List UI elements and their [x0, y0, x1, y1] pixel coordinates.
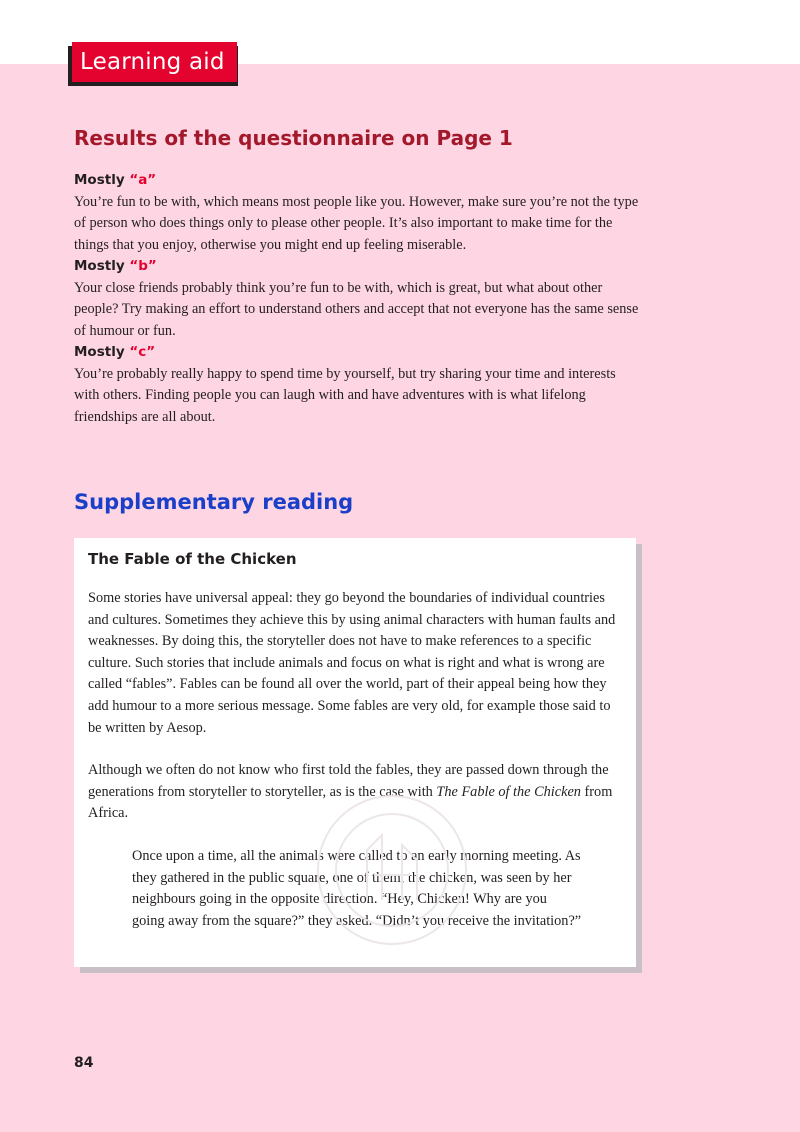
mostly-label: Mostly — [74, 258, 125, 274]
mostly-b-text: Your close friends probably think you’re fun to be with, which is great, but what about other people? Try making an effort to understand others and accept that not everyone has the same sense of humour or fun. — [74, 279, 639, 339]
paragraph-text: Although we often do not know who first told the fables, they are passed down through the generations from storyteller to storyteller, as is the case with — [88, 762, 609, 800]
mostly-c-text: You’re probably really happy to spend time by yourself, but try sharing your time and interests with others. Finding people you can laugh with and have adventures with is what lifelong friendships are all about. — [74, 365, 616, 425]
mostly-label: Mostly — [74, 172, 125, 188]
mostly-letter: “a” — [129, 172, 157, 188]
mostly-label: Mostly — [74, 344, 125, 360]
mostly-c-heading — [74, 342, 644, 364]
page-number: 84 — [74, 1055, 94, 1071]
mostly-letter: “c” — [129, 344, 156, 360]
fable-paragraph-1: Some stories have universal appeal: they go beyond the boundaries of individual countries and cultures. Sometimes they achieve this by using animal characters with human faults and weaknesses. By doing this, the storyteller does not have to make references to a specific culture. Such stories that include animals and focus on what is right and what is wrong are called “fables”. Fables can be found all over the world, part of their appeal being how they add humour to a more serious message. Some fables are very old, for example those said to be written by Aesop. — [88, 590, 616, 736]
supplementary-heading: Supplementary reading — [74, 490, 354, 514]
results-heading: Results of the questionnaire on Page 1 — [74, 126, 513, 150]
mostly-a-text: You’re fun to be with, which means most people like you. However, make sure you’re not the type of person who does things only to please other people. It’s also important to make time for the things that you enjoy, otherwise you might end up feeling miserable. — [74, 193, 639, 253]
fable-paragraph-2 — [88, 760, 622, 825]
reading-box — [74, 538, 636, 967]
fable-title-italic: The Fable of the Chicken — [436, 783, 581, 800]
paragraph-text: from Africa. — [88, 783, 613, 822]
mostly-a-heading — [74, 170, 644, 192]
fable-title: The Fable of the Chicken — [88, 550, 297, 568]
mostly-b-heading — [74, 256, 644, 278]
fable-quote: Once upon a time, all the animals were called to an early morning meeting. As they gathered in the public square, one of them, the chicken, was seen by her neighbours going in the opposite direction. “Hey, Chicken! Why are you going away from the square?” they asked. “Didn’t you receive the invitation?” — [132, 847, 582, 929]
learning-aid-tab: Learning aid — [72, 42, 237, 82]
results-section — [74, 170, 644, 428]
mostly-letter: “b” — [129, 258, 157, 274]
